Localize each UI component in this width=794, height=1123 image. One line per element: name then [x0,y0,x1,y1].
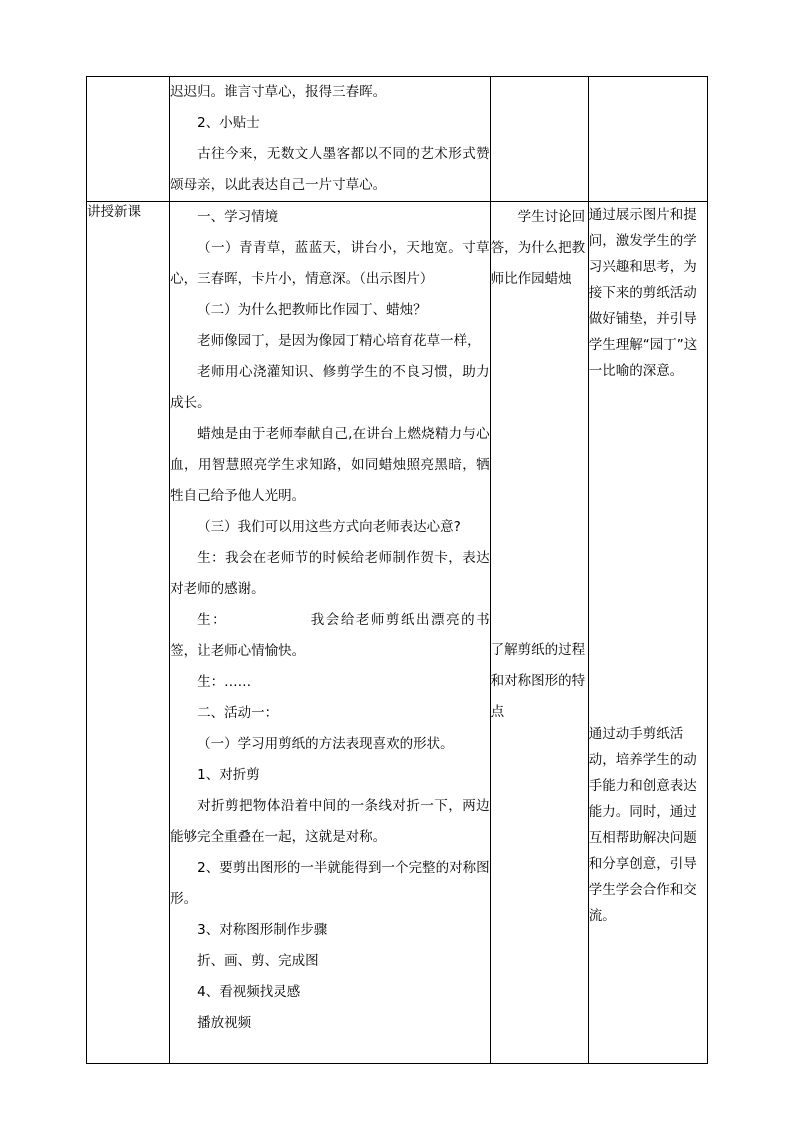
student-answer: 生：…… [197,674,252,690]
student-answer: 生：我会在老师节的时候给老师制作贺卡，表达对老师的感谢。 [170,550,490,597]
table-row [87,77,708,202]
paragraph: 对折剪把物体沿着中间的一条线对折一下，两边能够完全重叠在一起，这就是对称。 [170,798,490,845]
student-answer [170,605,490,667]
subsection-heading: （一）学习用剪纸的方法表现喜欢的形状。 [197,736,454,752]
step-heading: 3、对称图形制作步骤 [197,922,328,938]
section-heading: 二、活动一： [197,705,279,721]
paragraph: 老师像园丁，是因为像园丁精心培育花草一样， [197,333,481,349]
step-heading: 4、看视频找灵感 [197,984,301,1000]
teaching-content-cell [170,77,491,202]
design-intent-2: 通过动手剪纸活动，培养学生的动手能力和创意表达能力。同时，通过互相帮助解决问题和分享创意，引导学生学会合作和交流。 [588,726,697,924]
paragraph: 蜡烛是由于老师奉献自己,在讲台上燃烧精力与心血，用智慧照亮学生求知路，如同蜡烛照亮黑暗，牺牲自己给予他人光明。 [170,426,490,504]
table-row [87,202,708,1064]
student-activity-cell [490,77,588,202]
paragraph: （一）青青草，蓝蓝天，讲台小，天地宽。寸草心，三春晖，卡片小，情意深。（出示图片） [170,240,490,287]
student-answer-text: 我会给老师剪纸出漂亮的书签，让老师心情愉快。 [170,612,490,659]
paragraph: 播放视频 [197,1015,252,1031]
question: （二）为什么把教师比作园丁、蜡烛？ [197,302,427,318]
teaching-content-cell [170,202,491,1064]
tips-heading: 2、小贴士 [197,115,260,131]
poem-line: 迟迟归。谁言寸草心，报得三春晖。 [170,84,387,100]
student-activity-2: 了解剪纸的过程和对称图形的特点 [490,642,586,720]
tips-text: 古往今来，无数文人墨客都以不同的艺术形式赞颂母亲，以此表达自己一片寸草心。 [170,146,490,193]
student-prefix: 生： [197,612,228,628]
paragraph: 2、要剪出图形的一半就能得到一个完整的对称图形。 [170,860,490,907]
paragraph: 折、画、剪、完成图 [197,953,319,969]
question: （三）我们可以用这些方式向老师表达心意? [197,519,461,535]
student-activity-cell [490,202,588,1064]
design-intent-1: 通过展示图片和提问，激发学生的学习兴趣和思考，为接下来的剪纸活动做好铺垫，并引导学生理解“园丁”这一比喻的深意。 [588,207,698,379]
paragraph: 老师用心浇灌知识、修剪学生的不良习惯，助力成长。 [170,364,490,411]
lesson-plan-table [86,76,708,1064]
design-intent-cell [588,77,707,202]
design-intent-cell [588,202,707,1064]
stage-label: 讲授新课 [87,202,170,1064]
student-activity-1: 学生讨论回答，为什么把教师比作园蜡烛 [490,209,586,287]
section-heading: 一、学习情境 [197,209,279,225]
step-heading: 1、对折剪 [197,767,260,783]
stage-cell [87,77,170,202]
